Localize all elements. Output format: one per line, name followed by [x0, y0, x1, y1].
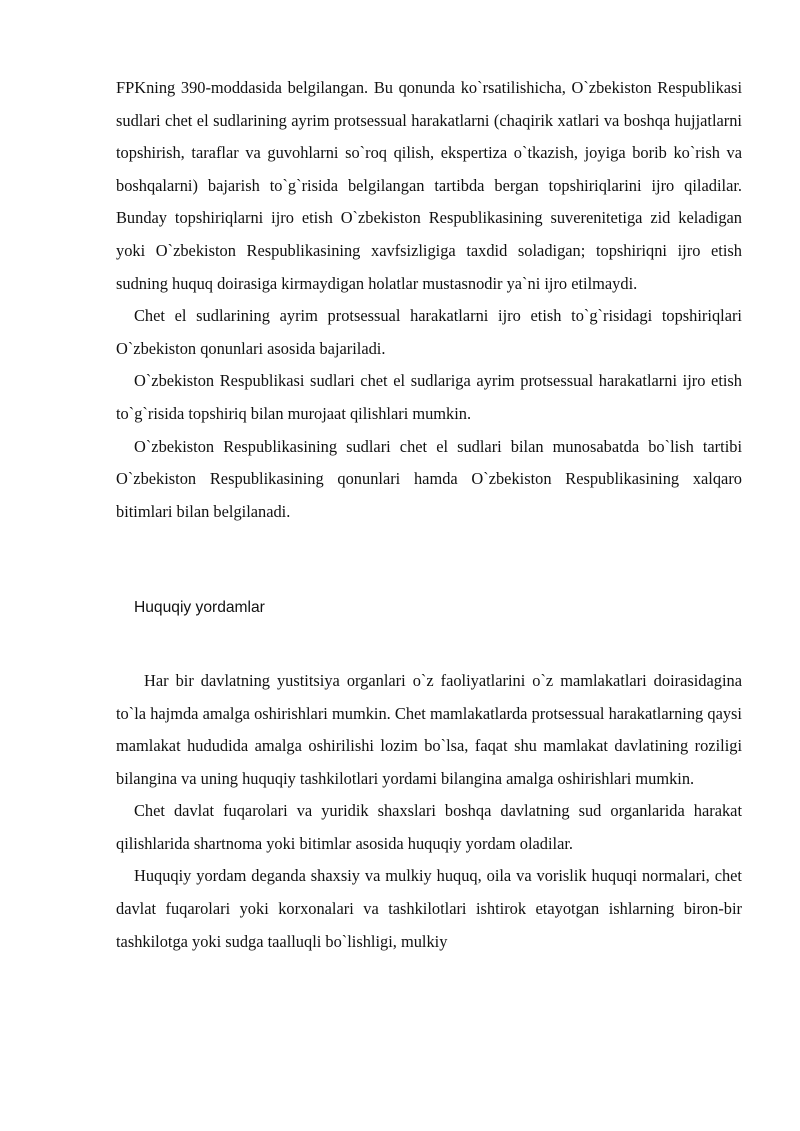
paragraph-continuation: FPKning 390-moddasida belgilangan. Bu qonunda ko`rsatilishicha, O`zbekiston Respublikasi sudlari chet el sudlarining ayrim protsessual harakatlarni (chaqirik xatlari va boshqa hujjatlarni topshirish, taraflar va guvohlarni so`roq qilish, ekspertiza o`tkazish, joyiga borib ko`rish va boshqalarni) bajarish to`g`risida belgilangan tartibda bergan topshiriqlarini ijro qiladilar. Bunday topshiriqlarni ijro etish O`zbekiston Respublikasining suverenitetiga zid keladigan yoki O`zbekiston Respublikasining xavfsizligiga taxdid soladigan; topshiriqni ijro etish sudning huquq doirasiga kirmaydigan holatlar mustasnodir ya`ni ijro etilmaydi. — [116, 78, 742, 293]
paragraph-uzbek-courts-requests: O`zbekiston Respublikasi sudlari chet el sudlariga ayrim protsessual harakatlarni ijro etish to`g`risida topshiriq bilan murojaat qilishlari mumkin. — [116, 371, 742, 423]
section-heading: Huquqiy yordamlar — [134, 599, 265, 617]
heading-spacer — [116, 625, 742, 665]
document-page — [116, 72, 742, 958]
section-spacer — [116, 528, 742, 592]
paragraph-justice-organs: Har bir davlatning yustitsiya organlari o`z faoliyatlarini o`z mamlakatlari doirasidagina to`la hajmda amalga oshirishlari mumkin. Chet mamlakatlarda protsessual harakatlarning qaysi mamlakat hududida amalga oshirilishi lozim bo`lsa, faqat shu mamlakat davlatining roziligi bilangina va uning huquqiy tashkilotlari yordami bilangina amalga oshirishlari mumkin. — [116, 670, 742, 788]
paragraph-legal-aid-definition: Huquqiy yordam deganda shaxsiy va mulkiy huquq, oila va vorislik huquqi normalari, chet davlat fuqarolari yoki korxonalari va tashkilotlari ishtirok etayotgan ishlarning biron-bir tashkilotga yoki sudga taalluqli bo`lishligi, mulkiy — [116, 866, 742, 951]
paragraph-foreign-citizens: Chet davlat fuqarolari va yuridik shaxslari boshqa davlatning sud organlarida harakat qilishlarida shartnoma yoki bitimlar asosida huquqiy yordam oladilar. — [116, 801, 742, 853]
paragraph-relations-procedure: O`zbekiston Respublikasining sudlari chet el sudlari bilan munosabatda bo`lish tartibi O`zbekiston Respublikasining qonunlari hamda O`zbekiston Respublikasining xalqaro bitimlari bilan belgilanadi. — [116, 436, 742, 521]
paragraph-foreign-court-orders: Chet el sudlarining ayrim protsessual harakatlarni ijro etish to`g`risidagi topshiriqlari O`zbekiston qonunlari asosida bajariladi. — [116, 306, 742, 358]
